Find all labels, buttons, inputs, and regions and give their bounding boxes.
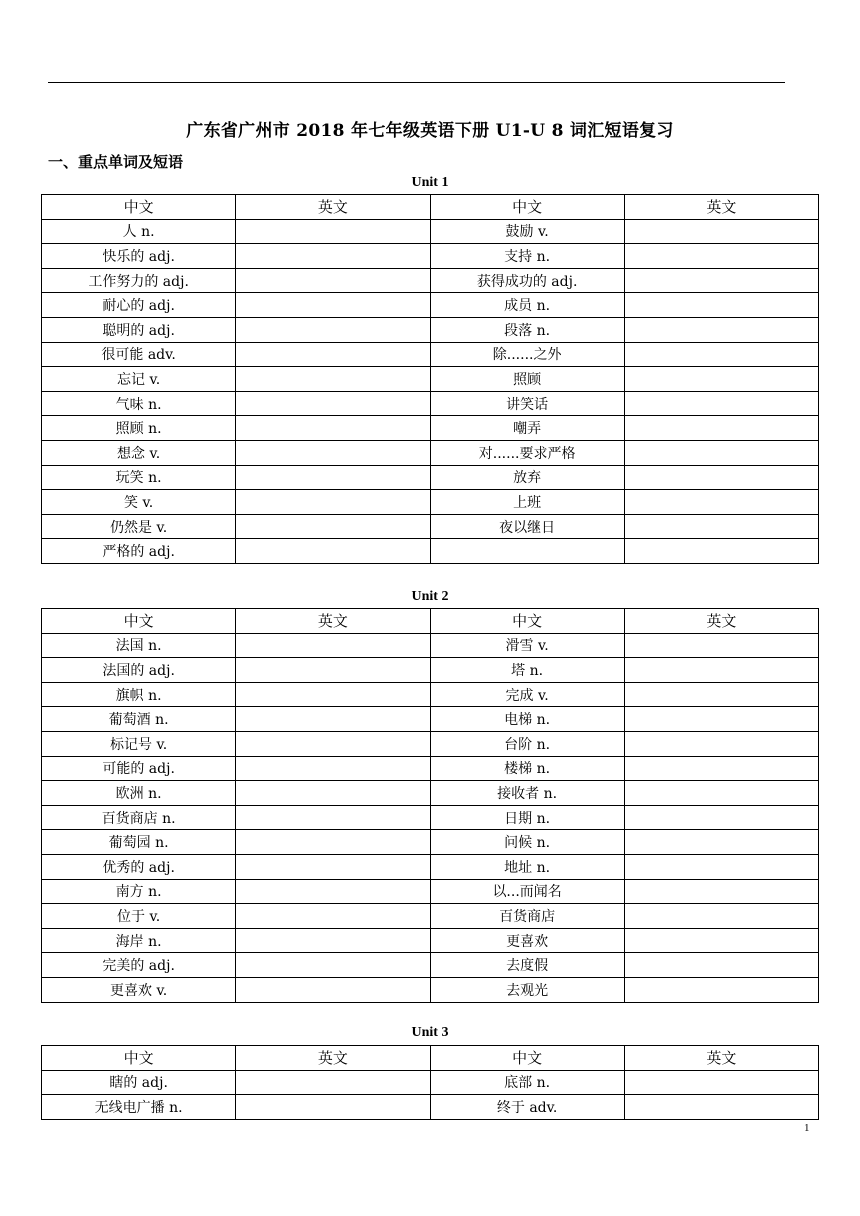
- table-row: [42, 756, 819, 781]
- chinese-term-cell: 去度假: [430, 953, 624, 978]
- section-heading: 一、重点单词及短语: [48, 153, 184, 171]
- chinese-term-cell: 底部 n.: [430, 1070, 624, 1095]
- answer-cell[interactable]: [624, 977, 818, 1002]
- answer-cell[interactable]: [236, 539, 430, 564]
- chinese-term-cell: 耐心的 adj.: [42, 293, 236, 318]
- answer-cell[interactable]: [624, 293, 818, 318]
- chinese-term-cell: 终于 adv.: [430, 1095, 624, 1120]
- chinese-term-cell: 照顾: [430, 367, 624, 392]
- table-row: [42, 490, 819, 515]
- chinese-term-cell: 南方 n.: [42, 879, 236, 904]
- answer-cell[interactable]: [236, 805, 430, 830]
- unit-1-table: [41, 194, 819, 564]
- chinese-term-cell: 工作努力的 adj.: [42, 268, 236, 293]
- table-row: [42, 707, 819, 732]
- header-chinese: 中文: [42, 609, 236, 634]
- chinese-term-cell: 想念 v.: [42, 440, 236, 465]
- chinese-term-cell: 标记号 v.: [42, 731, 236, 756]
- chinese-term-cell: 无线电广播 n.: [42, 1095, 236, 1120]
- answer-cell[interactable]: [624, 1070, 818, 1095]
- answer-cell[interactable]: [236, 342, 430, 367]
- chinese-term-cell: 滑雪 v.: [430, 633, 624, 658]
- table-row: [42, 465, 819, 490]
- table-row: [42, 854, 819, 879]
- table-row: [42, 633, 819, 658]
- table-row: [42, 317, 819, 342]
- answer-cell[interactable]: [236, 440, 430, 465]
- table-row: [42, 268, 819, 293]
- table-row: [42, 830, 819, 855]
- chinese-term-cell: 葡萄园 n.: [42, 830, 236, 855]
- chinese-term-cell: 很可能 adv.: [42, 342, 236, 367]
- answer-cell[interactable]: [624, 633, 818, 658]
- chinese-term-cell: 人 n.: [42, 219, 236, 244]
- chinese-term-cell: 放弃: [430, 465, 624, 490]
- table-row: [42, 731, 819, 756]
- chinese-term-cell: 优秀的 adj.: [42, 854, 236, 879]
- answer-cell[interactable]: [236, 1070, 430, 1095]
- header-english: 英文: [624, 1046, 818, 1071]
- table-row: [42, 391, 819, 416]
- answer-cell[interactable]: [624, 904, 818, 929]
- chinese-term-cell: 快乐的 adj.: [42, 244, 236, 269]
- table-row: [42, 514, 819, 539]
- chinese-term-cell: 百货商店 n.: [42, 805, 236, 830]
- chinese-term-cell: 段落 n.: [430, 317, 624, 342]
- answer-cell[interactable]: [236, 879, 430, 904]
- answer-cell[interactable]: [624, 317, 818, 342]
- answer-cell[interactable]: [624, 781, 818, 806]
- chinese-term-cell: 对......要求严格: [430, 440, 624, 465]
- chinese-term-cell: 除......之外: [430, 342, 624, 367]
- table-row: [42, 342, 819, 367]
- chinese-term-cell: 台阶 n.: [430, 731, 624, 756]
- chinese-term-cell: 聪明的 adj.: [42, 317, 236, 342]
- answer-cell[interactable]: [624, 879, 818, 904]
- answer-cell[interactable]: [236, 854, 430, 879]
- answer-cell[interactable]: [236, 928, 430, 953]
- answer-cell[interactable]: [624, 854, 818, 879]
- chinese-term-cell: 仍然是 v.: [42, 514, 236, 539]
- table-row: [42, 977, 819, 1002]
- table-row: [42, 658, 819, 683]
- chinese-term-cell: 严格的 adj.: [42, 539, 236, 564]
- chinese-term-cell: 电梯 n.: [430, 707, 624, 732]
- answer-cell[interactable]: [624, 268, 818, 293]
- chinese-term-cell: 法国 n.: [42, 633, 236, 658]
- chinese-term-cell: 地址 n.: [430, 854, 624, 879]
- answer-cell[interactable]: [236, 904, 430, 929]
- table-row: [42, 928, 819, 953]
- page-number: 1: [804, 1122, 810, 1134]
- unit-3-caption: Unit 3: [411, 1025, 449, 1040]
- chinese-term-cell: 以...而闻名: [430, 879, 624, 904]
- chinese-term-cell: 瞎的 adj.: [42, 1070, 236, 1095]
- chinese-term-cell: 接收者 n.: [430, 781, 624, 806]
- chinese-term-cell: 更喜欢: [430, 928, 624, 953]
- header-chinese: 中文: [430, 1046, 624, 1071]
- answer-cell[interactable]: [236, 244, 430, 269]
- header-chinese: 中文: [430, 609, 624, 634]
- answer-cell[interactable]: [624, 465, 818, 490]
- table-row: [42, 367, 819, 392]
- answer-cell[interactable]: [624, 367, 818, 392]
- answer-cell[interactable]: [624, 244, 818, 269]
- table-row: [42, 953, 819, 978]
- answer-cell[interactable]: [624, 928, 818, 953]
- chinese-term-cell: 完美的 adj.: [42, 953, 236, 978]
- table-row: [42, 781, 819, 806]
- header-english: 英文: [236, 195, 430, 220]
- chinese-term-cell: 成员 n.: [430, 293, 624, 318]
- table-row: [42, 440, 819, 465]
- answer-cell[interactable]: [236, 707, 430, 732]
- answer-cell[interactable]: [236, 268, 430, 293]
- table-row: [42, 904, 819, 929]
- answer-cell[interactable]: [236, 731, 430, 756]
- unit-2-table: [41, 608, 819, 1003]
- unit-1-caption: Unit 1: [411, 175, 449, 190]
- table-header-row: [42, 1046, 819, 1071]
- header-chinese: 中文: [430, 195, 624, 220]
- chinese-term-cell: 法国的 adj.: [42, 658, 236, 683]
- answer-cell[interactable]: [624, 707, 818, 732]
- table-row: [42, 682, 819, 707]
- chinese-term-cell: 海岸 n.: [42, 928, 236, 953]
- chinese-term-cell: 去观光: [430, 977, 624, 1002]
- answer-cell[interactable]: [236, 219, 430, 244]
- chinese-term-cell: 完成 v.: [430, 682, 624, 707]
- chinese-term-cell: 上班: [430, 490, 624, 515]
- chinese-term-cell: 夜以继日: [430, 514, 624, 539]
- chinese-term-cell: 鼓励 v.: [430, 219, 624, 244]
- chinese-term-cell: 塔 n.: [430, 658, 624, 683]
- answer-cell[interactable]: [236, 293, 430, 318]
- answer-cell[interactable]: [236, 465, 430, 490]
- chinese-term-cell: 百货商店: [430, 904, 624, 929]
- answer-cell[interactable]: [236, 830, 430, 855]
- answer-cell[interactable]: [236, 977, 430, 1002]
- chinese-term-cell: 问候 n.: [430, 830, 624, 855]
- chinese-term-cell: 获得成功的 adj.: [430, 268, 624, 293]
- chinese-term-cell: 日期 n.: [430, 805, 624, 830]
- table-row: [42, 539, 819, 564]
- header-chinese: 中文: [42, 195, 236, 220]
- chinese-term-cell: 讲笑话: [430, 391, 624, 416]
- table-row: [42, 805, 819, 830]
- answer-cell[interactable]: [236, 391, 430, 416]
- answer-cell[interactable]: [624, 219, 818, 244]
- table-row: [42, 293, 819, 318]
- answer-cell[interactable]: [236, 781, 430, 806]
- answer-cell[interactable]: [236, 367, 430, 392]
- answer-cell[interactable]: [624, 830, 818, 855]
- header-english: 英文: [236, 609, 430, 634]
- chinese-term-cell: 旗帜 n.: [42, 682, 236, 707]
- table-header-row: [42, 195, 819, 220]
- answer-cell[interactable]: [624, 416, 818, 441]
- chinese-term-cell: 位于 v.: [42, 904, 236, 929]
- header-rule: [48, 82, 785, 83]
- answer-cell[interactable]: [624, 440, 818, 465]
- chinese-term-cell: 葡萄酒 n.: [42, 707, 236, 732]
- chinese-term-cell: 欧洲 n.: [42, 781, 236, 806]
- chinese-term-cell: 玩笑 n.: [42, 465, 236, 490]
- answer-cell[interactable]: [236, 953, 430, 978]
- table-row: [42, 1095, 819, 1120]
- table-row: [42, 219, 819, 244]
- chinese-term-cell: 更喜欢 v.: [42, 977, 236, 1002]
- unit-2-caption: Unit 2: [411, 589, 449, 604]
- answer-cell[interactable]: [624, 490, 818, 515]
- chinese-term-cell: 楼梯 n.: [430, 756, 624, 781]
- table-header-row: [42, 609, 819, 634]
- page-title: 广东省广州市 2018 年七年级英语下册 U1-U 8 词汇短语复习: [186, 121, 674, 141]
- answer-cell[interactable]: [236, 633, 430, 658]
- table-row: [42, 879, 819, 904]
- answer-cell[interactable]: [624, 514, 818, 539]
- answer-cell[interactable]: [624, 805, 818, 830]
- answer-cell[interactable]: [624, 756, 818, 781]
- header-chinese: 中文: [42, 1046, 236, 1071]
- answer-cell[interactable]: [236, 658, 430, 683]
- chinese-term-cell: 可能的 adj.: [42, 756, 236, 781]
- header-english: 英文: [624, 609, 818, 634]
- chinese-term-cell: 笑 v.: [42, 490, 236, 515]
- header-english: 英文: [624, 195, 818, 220]
- chinese-term-cell: 支持 n.: [430, 244, 624, 269]
- answer-cell[interactable]: [236, 514, 430, 539]
- answer-cell[interactable]: [624, 953, 818, 978]
- answer-cell[interactable]: [236, 1095, 430, 1120]
- answer-cell[interactable]: [624, 682, 818, 707]
- chinese-term-cell: 忘记 v.: [42, 367, 236, 392]
- answer-cell[interactable]: [624, 1095, 818, 1120]
- chinese-term-cell: 照顾 n.: [42, 416, 236, 441]
- chinese-term-cell: 嘲弄: [430, 416, 624, 441]
- table-row: [42, 1070, 819, 1095]
- answer-cell[interactable]: [624, 342, 818, 367]
- answer-cell[interactable]: [624, 731, 818, 756]
- answer-cell[interactable]: [236, 317, 430, 342]
- chinese-term-cell: [430, 539, 624, 564]
- answer-cell[interactable]: [624, 658, 818, 683]
- header-english: 英文: [236, 1046, 430, 1071]
- table-row: [42, 416, 819, 441]
- answer-cell[interactable]: [236, 490, 430, 515]
- answer-cell[interactable]: [236, 416, 430, 441]
- answer-cell[interactable]: [624, 391, 818, 416]
- table-row: [42, 244, 819, 269]
- answer-cell[interactable]: [624, 539, 818, 564]
- unit-3-table: [41, 1045, 819, 1120]
- answer-cell[interactable]: [236, 756, 430, 781]
- chinese-term-cell: 气味 n.: [42, 391, 236, 416]
- answer-cell[interactable]: [236, 682, 430, 707]
